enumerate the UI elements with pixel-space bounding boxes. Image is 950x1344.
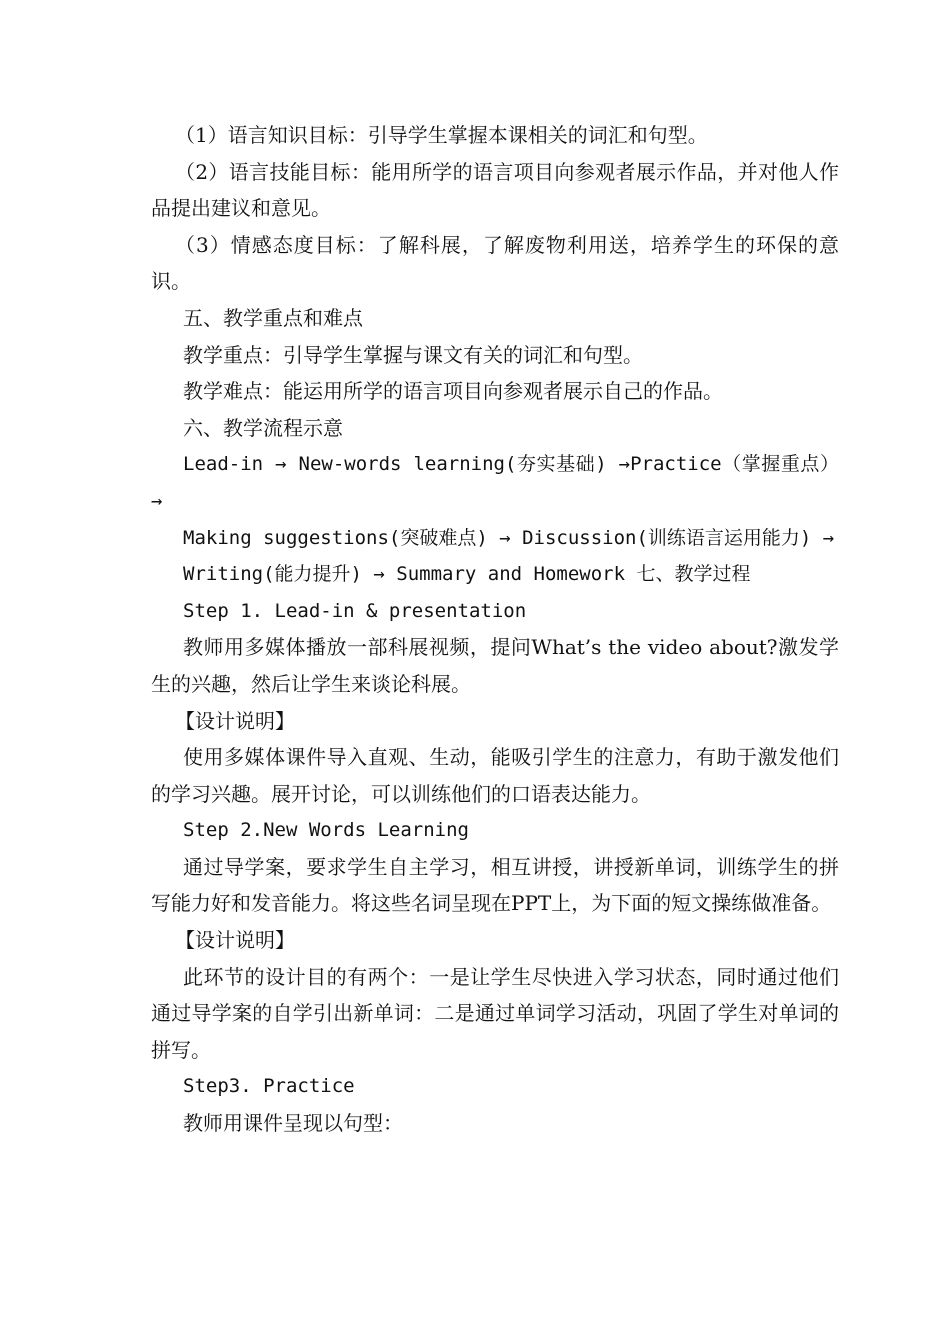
flow-line-1: Lead-in → New-words learning(夯实基础) →Practice（掌握重点）→ bbox=[151, 453, 839, 512]
paragraph-key-point: 教学重点：引导学生掌握与课文有关的词汇和句型。 bbox=[183, 342, 643, 367]
paragraph-step-2: 通过导学案，要求学生自主学习，相互讲授，讲授新单词，训练学生的拼写能力好和发音能力。将这些名词呈现在PPT上，为下面的短文操练做准备。 bbox=[151, 854, 839, 916]
step-1-heading: Step 1. Lead-in & presentation bbox=[183, 599, 527, 622]
paragraph-design-note-2: 此环节的设计目的有两个：一是让学生尽快进入学习状态，同时通过他们通过导学案的自学引出新单词：二是通过单词学习活动，巩固了学生对单词的拼写。 bbox=[151, 964, 839, 1062]
paragraph-difficult-point: 教学难点：能运用所学的语言项目向参观者展示自己的作品。 bbox=[183, 379, 723, 404]
paragraph-goal-emotion-attitude: （3）情感态度目标：了解科展，了解废物利用送，培养学生的环保的意识。 bbox=[151, 232, 839, 294]
paragraph-goal-language-skill: （2）语言技能目标：能用所学的语言项目向参观者展示作品，并对他人作品提出建议和意见。 bbox=[151, 159, 839, 221]
document-body bbox=[151, 117, 839, 1142]
paragraph-design-note-1: 使用多媒体课件导入直观、生动，能吸引学生的注意力，有助于激发他们的学习兴趣。展开讨论，可以训练他们的口语表达能力。 bbox=[151, 745, 839, 806]
flow-line-3: Writing(能力提升) → Summary and Homework 七、教学过程 bbox=[183, 563, 751, 586]
step-3-heading: Step3. Practice bbox=[183, 1075, 355, 1098]
design-note-heading-1: 【设计说明】 bbox=[175, 708, 295, 733]
step-2-heading: Step 2.New Words Learning bbox=[183, 819, 469, 842]
design-note-heading-2: 【设计说明】 bbox=[175, 928, 295, 953]
paragraph-step-1: 教师用多媒体播放一部科展视频，提问What’s the video about?激发学生的兴趣，然后让学生来谈论科展。 bbox=[151, 635, 839, 696]
paragraph-step-3: 教师用课件呈现以句型： bbox=[183, 1111, 403, 1136]
paragraph-goal-language-knowledge: （1）语言知识目标：引导学生掌握本课相关的词汇和句型。 bbox=[175, 123, 708, 147]
flow-line-2: Making suggestions(突破难点) → Discussion(训练语言运用能力) → bbox=[183, 526, 835, 549]
section-heading-key-points: 五、教学重点和难点 bbox=[183, 305, 363, 330]
section-heading-teaching-flow: 六、教学流程示意 bbox=[183, 415, 343, 440]
